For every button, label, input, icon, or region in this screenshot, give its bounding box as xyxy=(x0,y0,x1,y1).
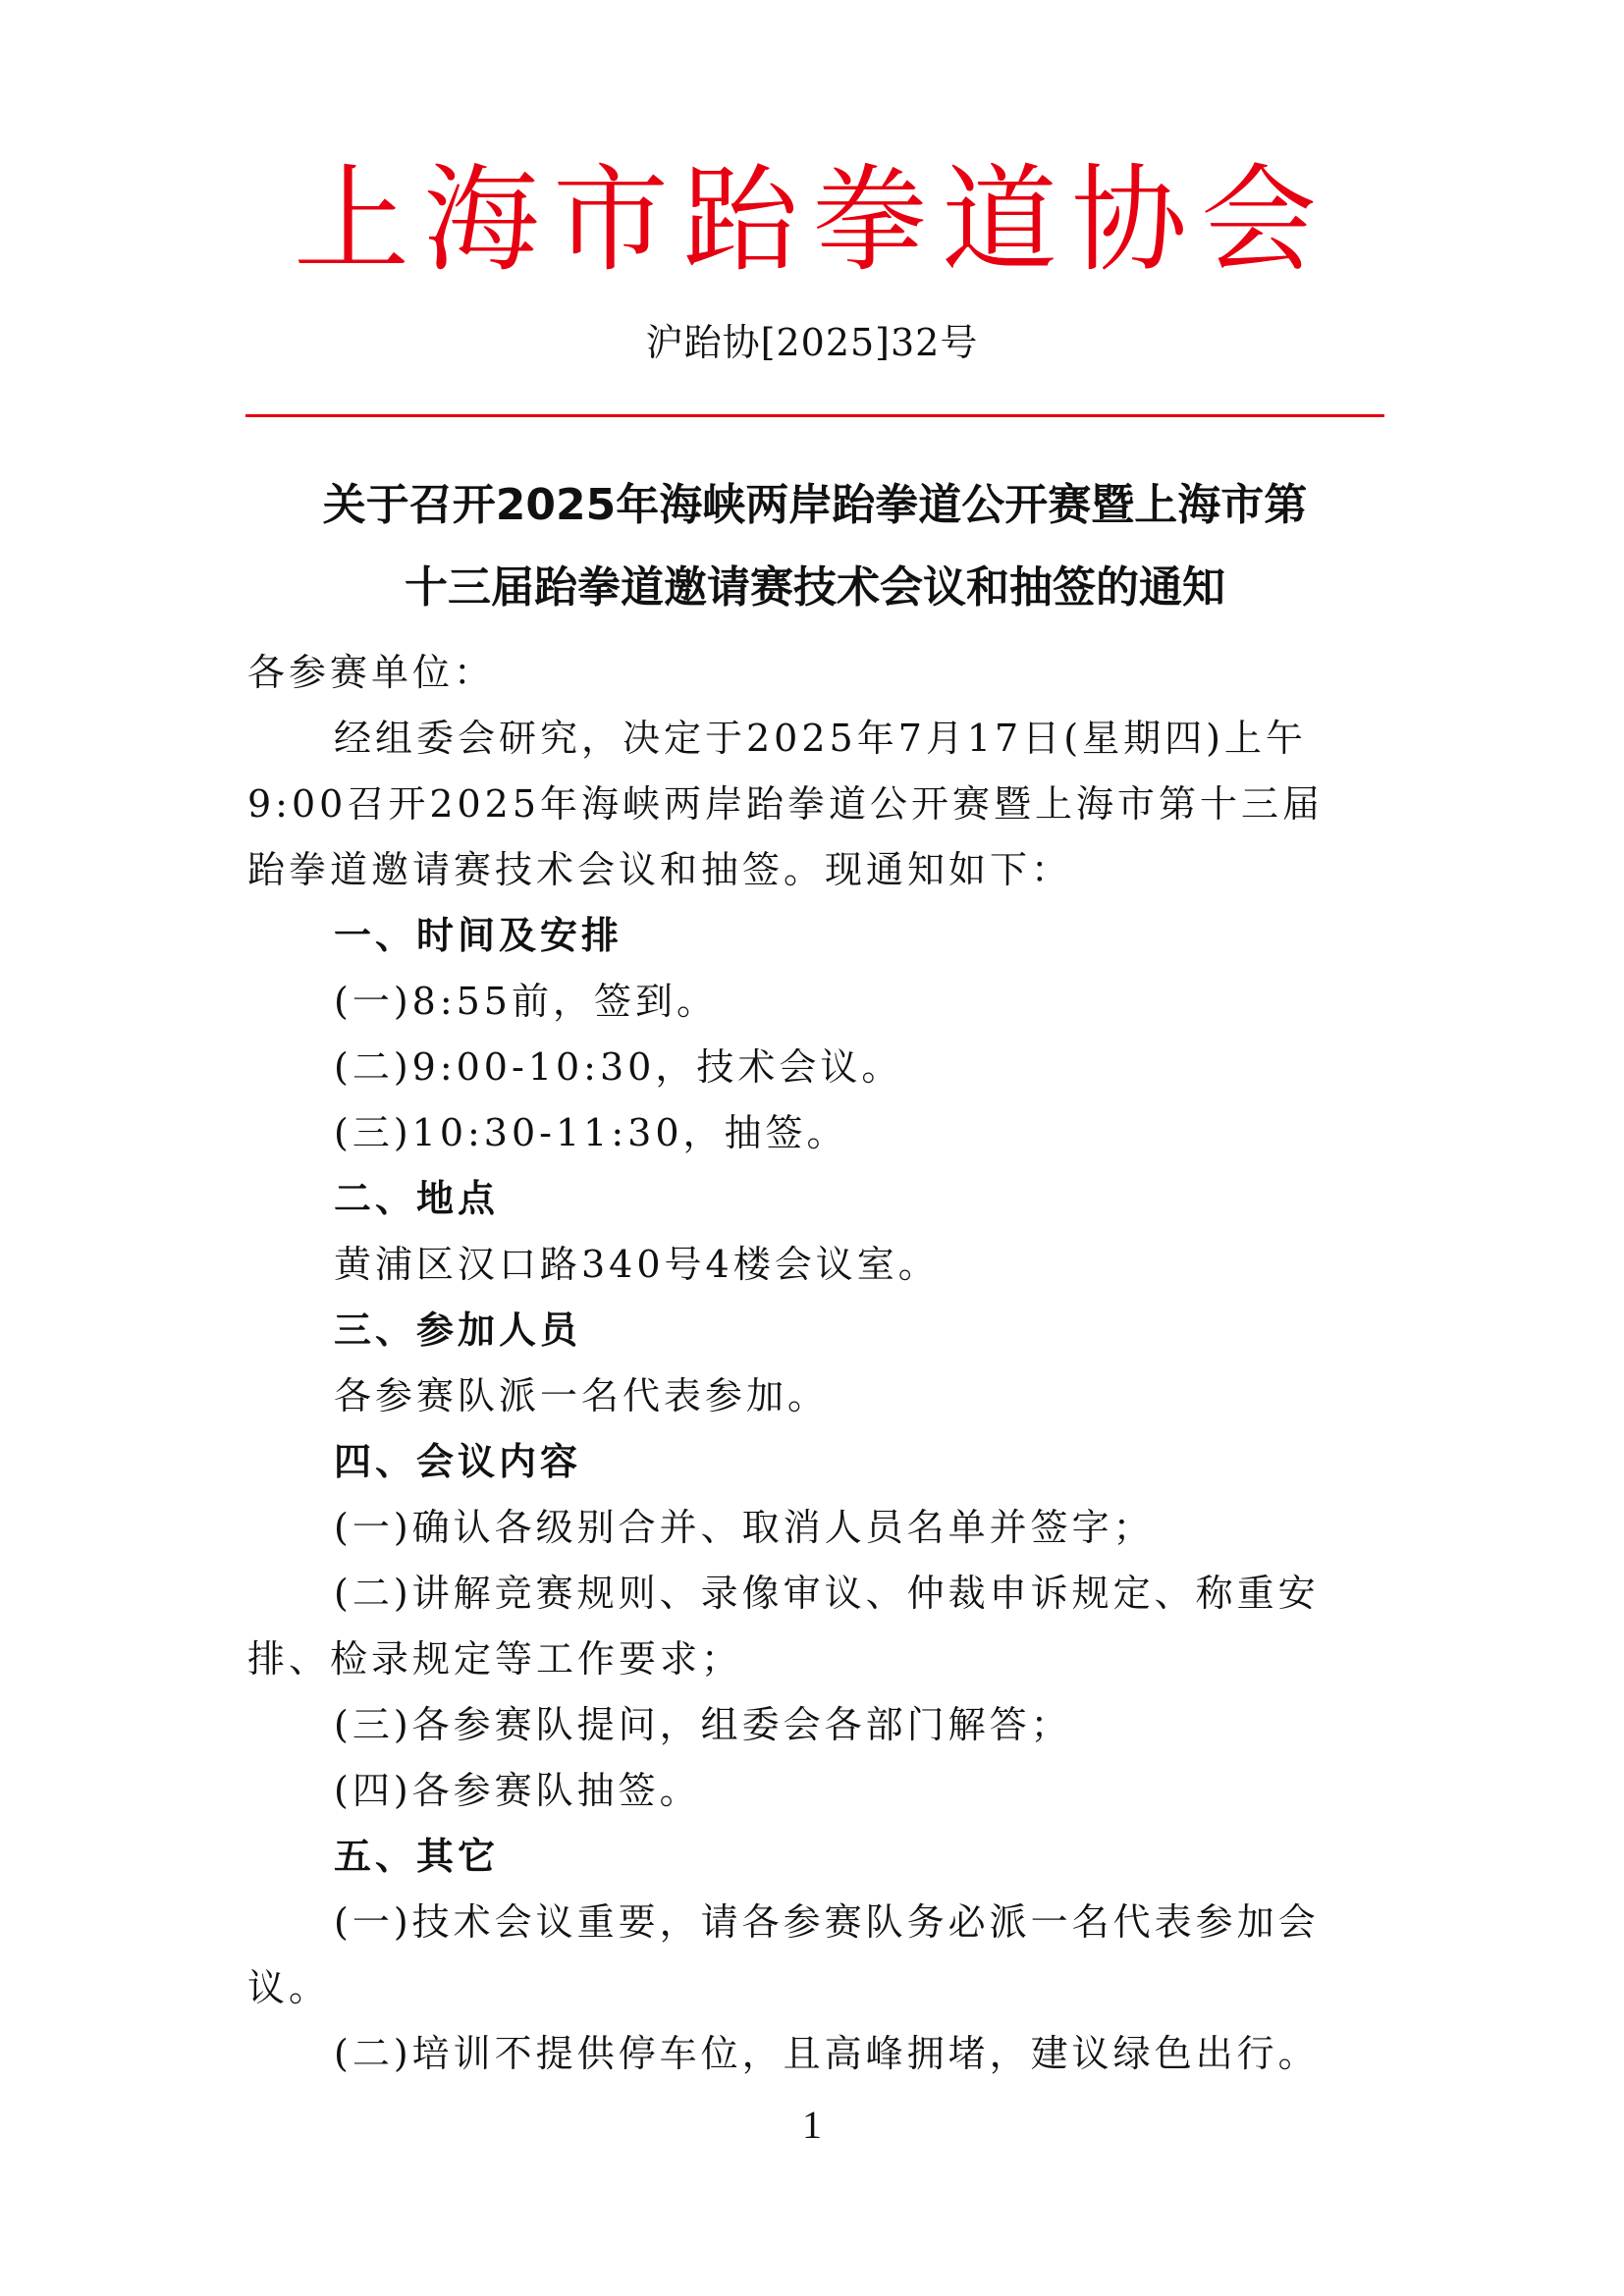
document-number: 沪跆协[2025]32号 xyxy=(645,321,979,364)
section-heading-location: 二、地点 xyxy=(334,1177,500,1220)
section-heading-other: 五、其它 xyxy=(334,1835,500,1878)
location-text: 黄浦区汉口路340号4楼会议室。 xyxy=(334,1243,940,1286)
agenda-item: (二)讲解竞赛规则、录像审议、仲裁申诉规定、称重安 xyxy=(334,1572,1320,1615)
schedule-item: (一)8:55前，签到。 xyxy=(334,980,718,1023)
org-masthead: 上海市跆拳道协会 xyxy=(293,152,1330,288)
red-divider xyxy=(245,414,1384,417)
notice-title-line-1: 关于召开2025年海峡两岸跆拳道公开赛暨上海市第 xyxy=(322,480,1308,530)
section-heading-agenda: 四、会议内容 xyxy=(334,1440,582,1483)
agenda-item: (四)各参赛队抽签。 xyxy=(334,1769,701,1812)
intro-line: 跆拳道邀请赛技术会议和抽签。现通知如下： xyxy=(247,848,1073,891)
other-item-continuation: 议。 xyxy=(247,1966,331,2009)
agenda-item: (一)确认各级别合并、取消人员名单并签字； xyxy=(334,1506,1155,1549)
schedule-item: (三)10:30-11:30，抽签。 xyxy=(334,1111,848,1154)
schedule-item: (二)9:00-10:30，技术会议。 xyxy=(334,1045,903,1089)
agenda-item: (三)各参赛队提问，组委会各部门解答； xyxy=(334,1703,1072,1746)
page-number: 1 xyxy=(802,2103,822,2147)
section-heading-schedule: 一、时间及安排 xyxy=(334,914,623,957)
intro-line: 经组委会研究，决定于2025年7月17日(星期四)上午 xyxy=(334,717,1307,760)
notice-title-line-2: 十三届跆拳道邀请赛技术会议和抽签的通知 xyxy=(405,562,1225,613)
section-heading-attendees: 三、参加人员 xyxy=(334,1308,582,1352)
salutation: 各参赛单位： xyxy=(247,651,496,694)
intro-line: 9:00召开2025年海峡两岸跆拳道公开赛暨上海市第十三届 xyxy=(247,782,1325,826)
attendees-text: 各参赛队派一名代表参加。 xyxy=(334,1374,830,1417)
other-item: (二)培训不提供停车位，且高峰拥堵，建议绿色出行。 xyxy=(334,2032,1320,2075)
other-item: (一)技术会议重要，请各参赛队务必派一名代表参加会 xyxy=(334,1900,1320,1944)
notice-body xyxy=(247,640,1386,2087)
agenda-item-continuation: 排、检录规定等工作要求； xyxy=(247,1637,743,1681)
